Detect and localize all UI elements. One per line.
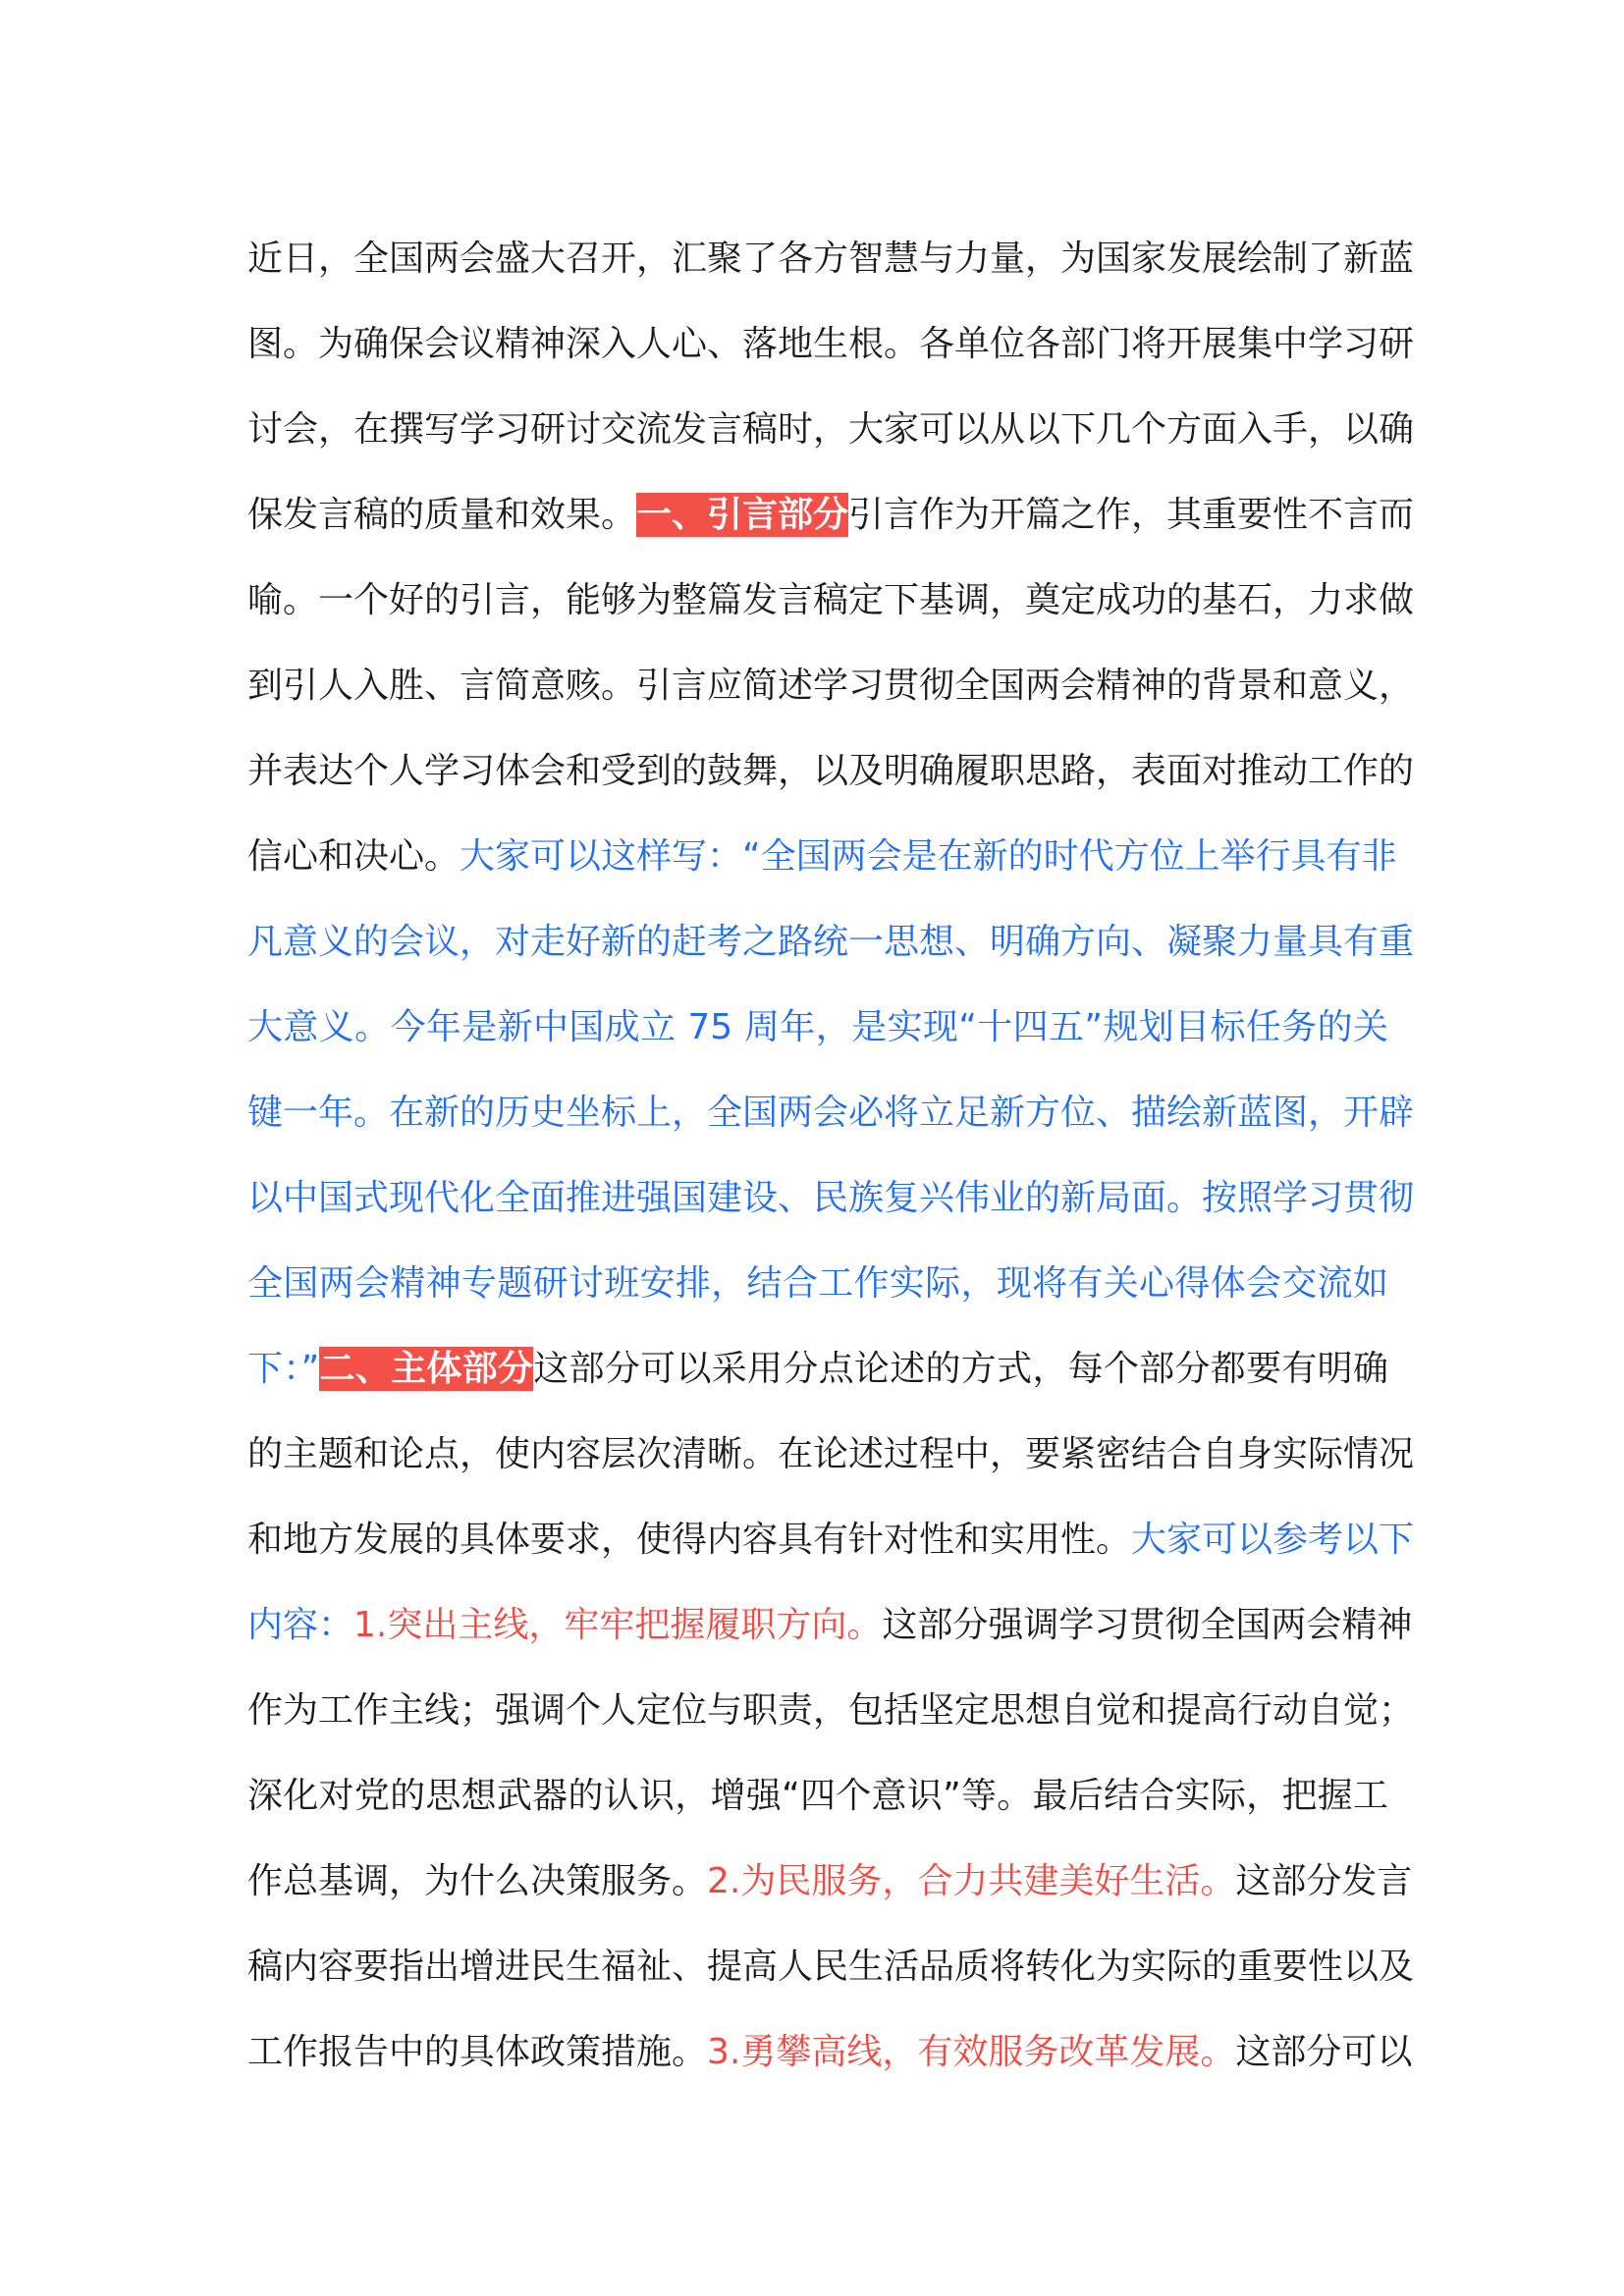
body-text: 工作报告中的具体政策措施。 <box>247 2032 708 2072</box>
text-line <box>247 1241 1388 1326</box>
text-line <box>247 558 1415 643</box>
body-text: 信心和决心。 <box>247 836 460 877</box>
text-line <box>247 643 1415 728</box>
text-line <box>247 387 1415 472</box>
document-body <box>247 216 1415 2095</box>
text-line <box>247 899 1415 985</box>
blue-highlight-text: 下：” <box>247 1349 320 1389</box>
body-text: 喻。一个好的引言，能够为整篇发言稿定下基调，奠定成功的基石，力求做 <box>247 580 1415 620</box>
body-text: 和地方发展的具体要求，使得内容具有针对性和实用性。 <box>247 1520 1132 1560</box>
body-text: 这部分发言 <box>1235 1861 1413 1901</box>
body-text: 作总基调，为什么决策服务。 <box>247 1861 708 1901</box>
text-line <box>247 1839 1413 1924</box>
blue-highlight-text: 大意义。今年是新中国成立 75 周年，是实现“十四五”规划目标任务的关 <box>247 1007 1388 1047</box>
body-text: 并表达个人学习体会和受到的鼓舞，以及明确履职思路，表面对推动工作的 <box>247 751 1415 791</box>
text-line <box>247 1070 1415 1155</box>
blue-highlight-text: 内容： <box>247 1605 354 1645</box>
body-text: 稿内容要指出增进民生福祉、提高人民生活品质将转化为实际的重要性以及 <box>247 1947 1415 1987</box>
text-line <box>247 472 1415 558</box>
blue-highlight-text: 全国两会精神专题研讨班安排，结合工作实际，现将有关心得体会交流如 <box>247 1263 1388 1304</box>
red-highlight-text: 3.勇攀高线，有效服务改革发展。 <box>707 2032 1236 2072</box>
red-highlight-text: 1.突出主线，牢牢把握履职方向。 <box>353 1605 883 1645</box>
body-text: 的主题和论点，使内容层次清晰。在论述过程中，要紧密结合自身实际情况 <box>247 1434 1415 1474</box>
blue-highlight-text: 凡意义的会议，对走好新的赶考之路统一思想、明确方向、凝聚力量具有重 <box>247 922 1415 962</box>
text-line <box>247 728 1415 814</box>
body-text: 讨会，在撰写学习研讨交流发言稿时，大家可以从以下几个方面入手，以确 <box>247 409 1415 450</box>
body-text: 到引人入胜、言简意赅。引言应简述学习贯彻全国两会精神的背景和意义， <box>247 666 1415 706</box>
text-line <box>247 301 1415 387</box>
text-line <box>247 1497 1415 1582</box>
body-text: 这部分可以 <box>1235 2032 1413 2072</box>
body-text: 作为工作主线；强调个人定位与职责，包括坚定思想自觉和提高行动自觉； <box>247 1690 1415 1731</box>
text-line <box>247 1753 1388 1839</box>
section-heading: 二、主体部分 <box>319 1349 534 1389</box>
blue-highlight-text: 大家可以这样写：“全国两会是在新的时代方位上举行具有非 <box>460 836 1397 877</box>
body-text: 保发言稿的质量和效果。 <box>247 495 637 535</box>
text-line <box>247 1668 1415 1753</box>
section-heading: 一、引言部分 <box>636 495 849 535</box>
text-line <box>247 1326 1388 1412</box>
body-text: 深化对党的思想武器的认识，增强“四个意识”等。最后结合实际，把握工 <box>247 1776 1388 1816</box>
text-line <box>247 1582 1413 1668</box>
blue-highlight-text: 以中国式现代化全面推进强国建设、民族复兴伟业的新局面。按照学习贯彻 <box>247 1178 1415 1218</box>
text-line <box>247 814 1397 899</box>
text-line <box>247 1412 1415 1497</box>
text-line <box>247 985 1388 1070</box>
text-line <box>247 216 1415 301</box>
body-text: 这部分强调学习贯彻全国两会精神 <box>882 1605 1413 1645</box>
text-line <box>247 2009 1413 2095</box>
body-text: 图。为确保会议精神深入人心、落地生根。各单位各部门将开展集中学习研 <box>247 324 1415 364</box>
red-highlight-text: 2.为民服务，合力共建美好生活。 <box>707 1861 1236 1901</box>
body-text: 这部分可以采用分点论述的方式，每个部分都要有明确 <box>533 1349 1388 1389</box>
body-text: 近日，全国两会盛大召开，汇聚了各方智慧与力量，为国家发展绘制了新蓝 <box>247 239 1415 279</box>
text-line <box>247 1924 1415 2009</box>
text-line <box>247 1155 1415 1241</box>
blue-highlight-text: 键一年。在新的历史坐标上，全国两会必将立足新方位、描绘新蓝图，开辟 <box>247 1093 1415 1133</box>
body-text: 引言作为开篇之作，其重要性不言而 <box>848 495 1415 535</box>
blue-highlight-text: 大家可以参考以下 <box>1131 1520 1415 1560</box>
